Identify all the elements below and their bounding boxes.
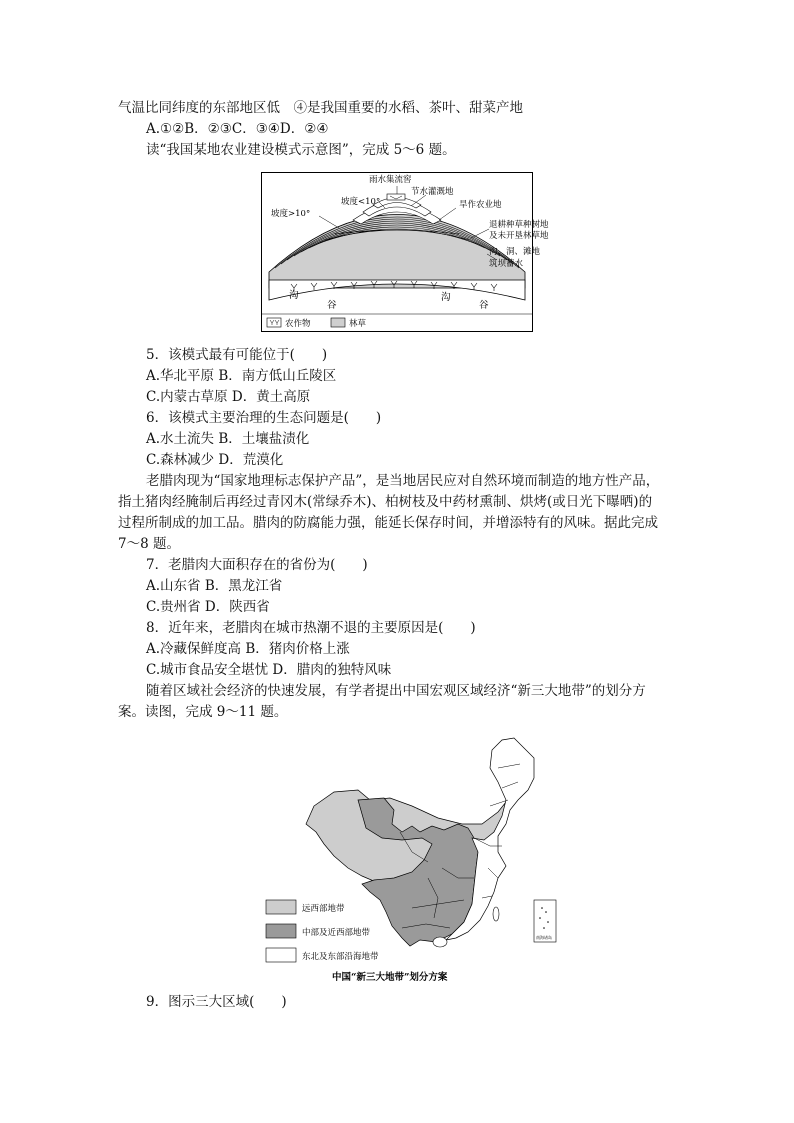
legend-far-west [266,900,345,914]
label-slope-lt: 坡度<10° [341,197,381,207]
q7-stem: 7．老腊肉大面积存在的省份为( ) [146,557,368,573]
label-gu-2: 谷 [479,300,489,311]
q9-stem: 9．图示三大区域( ) [146,994,287,1010]
hainan-island [433,937,447,947]
q5-options-ab: A.华北平原 B．南方低山丘陵区 [146,368,337,384]
q7-options-cd: C.贵州省 D．陕西省 [146,599,270,615]
agriculture-model-diagram [261,172,549,332]
q8-options-ab: A.冷藏保鲜度高 B．猪肉价格上涨 [146,641,350,657]
intro-5-6: 读“我国某地农业建设模式示意图”，完成 5～6 题。 [146,142,456,158]
q8-stem: 8．近年来，老腊肉在城市热潮不退的主要原因是( ) [146,620,476,636]
label-gou-2: 沟 [441,292,451,303]
inset-label: 南海诸岛 [536,935,552,940]
legend-east [266,948,379,962]
q5-options-cd: C.内蒙古草原 D．黄土高原 [146,389,311,405]
passage-7-line1: 老腊肉现为“国家地理标志保护产品”，是当地居民应对自然环境而制造的地方性产品， [146,473,660,489]
passage-9-line2: 案。读图，完成 9～11 题。 [118,704,288,720]
q4-tail: 气温比同纬度的东部地区低 ④是我国重要的水稻、茶叶、甜菜产地 [118,100,523,116]
q5-stem: 5．该模式最有可能位于( ) [146,347,328,363]
q4-options: A.①②B．②③C．③④D．②④ [146,121,329,137]
label-dry-farmland: 旱作农业地 [459,200,502,210]
label-return-2: 及未开垦林草地 [489,231,549,241]
svg-text:中部及近西部地带: 中部及近西部地带 [302,928,371,938]
svg-text:农作物: 农作物 [285,319,311,329]
map-caption: 中国“新三大地带”划分方案 [332,972,448,983]
label-rain-cellar: 雨水集流窖 [369,175,412,185]
label-gully-2: 筑坝蓄水 [489,259,524,269]
label-gu-1: 谷 [327,300,337,311]
svg-text:林草: 林草 [349,319,367,329]
legend-central [266,924,371,938]
label-slope-gt: 坡度>10° [271,209,311,219]
label-gou-1: 沟 [289,290,299,301]
q8-options-cd: C.城市食品安全堪忧 D．腊肉的独特风味 [146,662,392,678]
china-three-belts-map [262,728,562,988]
svg-text:远西部地带: 远西部地带 [302,904,345,914]
label-return-1: 退耕种草种树地 [489,220,549,230]
passage-7-line2: 指土猪肉经腌制后再经过青冈木(常绿乔木)、柏树枝及中药材熏制、烘烤(或日光下曝晒)的 [118,494,653,510]
q6-stem: 6．该模式主要治理的生态问题是( ) [146,410,382,426]
passage-7-line4: 7～8 题。 [118,536,180,552]
q6-options-cd: C.森林减少 D．荒漠化 [146,452,284,468]
label-irrigation: 节水灌溉地 [411,187,454,197]
taiwan-island [493,907,499,921]
q6-options-ab: A.水土流失 B．土壤盐渍化 [146,431,310,447]
q7-options-ab: A.山东省 B．黑龙江省 [146,578,283,594]
passage-7-line3: 过程所制成的加工品。腊肉的防腐能力强，能延长保存时间，并增添特有的风味。据此完成 [118,515,658,531]
passage-9-line1: 随着区域社会经济的快速发展，有学者提出中国宏观区域经济“新三大地带”的划分方 [146,683,646,699]
label-gully-1: 沟、洞、滩地 [489,247,541,257]
svg-text:东北及东部沿海地带: 东北及东部沿海地带 [302,952,379,962]
